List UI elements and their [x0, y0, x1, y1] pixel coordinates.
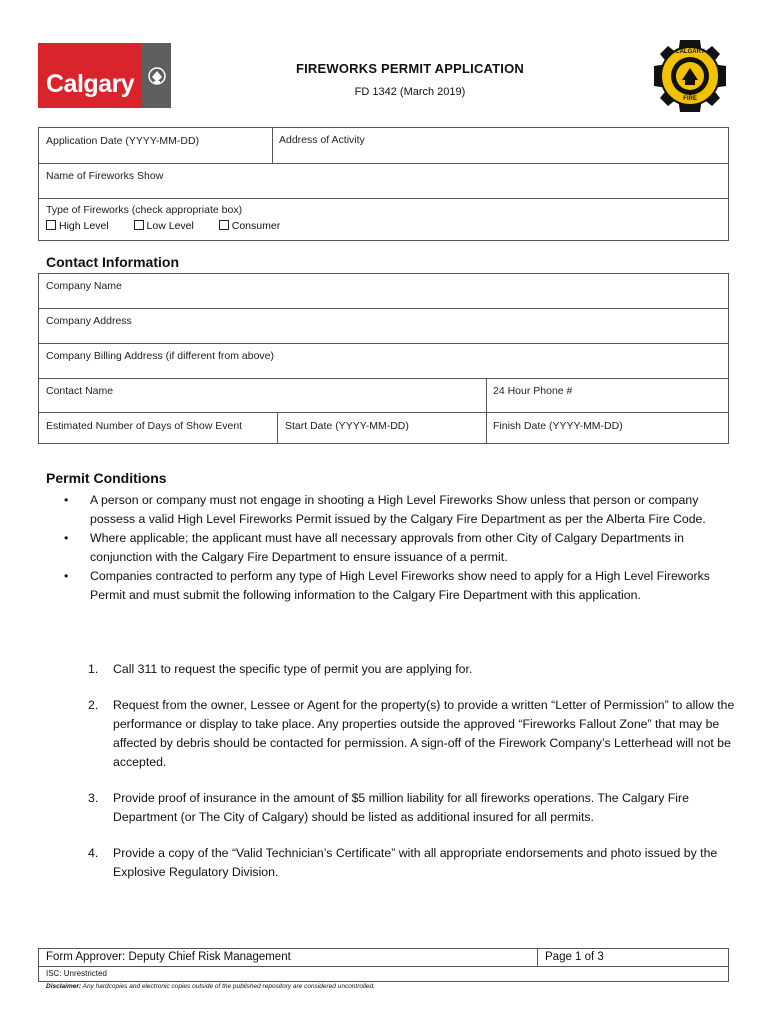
consumer-option[interactable]: [219, 220, 280, 232]
city-crest-icon: [142, 43, 171, 108]
classification-label: ISC: Unrestricted: [46, 969, 107, 978]
step-item: [88, 844, 738, 882]
consumer-checkbox[interactable]: [219, 220, 229, 230]
condition-text: Companies contracted to perform any type of High Level Fireworks show need to apply for a High Level Fireworks Permit and must submit the following information to the Calgary Fire Department with this application.: [90, 569, 710, 602]
billing-address-field[interactable]: Company Billing Address (if different from above): [46, 350, 274, 362]
address-of-activity-field[interactable]: Address of Activity: [279, 134, 365, 146]
step-text: Request from the owner, Lessee or Agent for the property(s) to provide a written “Letter of Permission” to allow the performance or display to take place. Any properties outside the approved “Fireworks Fallout Zone” that may be affected by debris should be contacted for permission. A sign-off of the Firework Company’s Letterhead will not be accepted.: [113, 698, 735, 769]
form-number: FD 1342 (March 2019): [354, 86, 466, 98]
submission-steps: [88, 660, 738, 899]
phone-field[interactable]: 24 Hour Phone #: [493, 385, 573, 397]
contact-name-field[interactable]: Contact Name: [46, 385, 114, 397]
form-title: FIREWORKS PERMIT APPLICATION: [295, 61, 525, 76]
page-number: Page 1 of 3: [545, 951, 604, 963]
company-name-field[interactable]: Company Name: [46, 280, 122, 292]
bullet-icon: •: [64, 493, 69, 507]
step-item: [88, 660, 738, 679]
application-date-field[interactable]: Application Date (YYYY-MM-DD): [46, 135, 200, 147]
divider: [38, 198, 729, 199]
finish-date-field[interactable]: Finish Date (YYYY-MM-DD): [493, 420, 623, 432]
condition-item: [62, 491, 742, 529]
step-number: 1.: [88, 662, 99, 676]
divider: [277, 412, 278, 444]
divider: [38, 308, 729, 309]
step-text: Call 311 to request the specific type of permit you are applying for.: [113, 662, 473, 676]
calgary-logo-text: Calgary: [46, 70, 135, 98]
step-text: Provide proof of insurance in the amount of $5 million liability for all fireworks operations. The Calgary Fire Department (or The City of Calgary) should be listed as additional insured for all permits.: [113, 791, 689, 824]
step-number: 2.: [88, 698, 99, 712]
step-text: Provide a copy of the “Valid Technician’s Certificate” with all appropriate endorsements and photo issued by the Explosive Regulatory Division.: [113, 846, 718, 879]
divider: [272, 127, 273, 164]
start-date-field[interactable]: Start Date (YYYY-MM-DD): [285, 420, 409, 432]
fireworks-type-label: Type of Fireworks (check appropriate box): [46, 204, 243, 216]
low-level-label: Low Level: [146, 220, 194, 232]
conditions-list: [62, 491, 742, 605]
high-level-option[interactable]: [46, 220, 109, 232]
disclaimer-text: Any hardcopies and electronic copies outside of the published repository are considered uncontrolled.: [81, 983, 375, 990]
calgary-fire-badge-icon: [652, 38, 728, 114]
low-level-checkbox[interactable]: [134, 220, 144, 230]
badge-bottom-text: FIRE: [683, 96, 697, 102]
fireworks-type-options: [46, 220, 302, 232]
high-level-checkbox[interactable]: [46, 220, 56, 230]
permit-conditions-heading: Permit Conditions: [46, 470, 167, 486]
low-level-option[interactable]: [134, 220, 194, 232]
name-of-show-field[interactable]: Name of Fireworks Show: [46, 170, 164, 182]
disclaimer-label: Disclaimer:: [46, 983, 82, 990]
form-approver: Form Approver: Deputy Chief Risk Management: [46, 951, 291, 963]
step-number: 4.: [88, 846, 99, 860]
divider: [38, 966, 729, 967]
divider: [38, 343, 729, 344]
divider: [38, 378, 729, 379]
disclaimer: [46, 983, 375, 990]
company-address-field[interactable]: Company Address: [46, 315, 132, 327]
step-item: [88, 789, 738, 827]
divider: [537, 948, 538, 967]
condition-text: A person or company must not engage in shooting a High Level Fireworks Show unless that person or company possess a valid High Level Fireworks Permit issued by the Calgary Fire Department as per the Alberta Fire Code.: [90, 493, 706, 526]
bullet-icon: •: [64, 531, 69, 545]
divider: [486, 378, 487, 444]
high-level-label: High Level: [59, 220, 109, 232]
show-days-field[interactable]: Estimated Number of Days of Show Event: [46, 420, 243, 432]
condition-text: Where applicable; the applicant must have all necessary approvals from other City of Calgary Departments in conjunction with the Calgary Fire Department to ensure issuance of a permit.: [90, 531, 684, 564]
bullet-icon: •: [64, 569, 69, 583]
condition-item: [62, 529, 742, 567]
step-item: [88, 696, 738, 772]
divider: [38, 412, 729, 413]
consumer-label: Consumer: [231, 220, 281, 232]
contact-information-heading: Contact Information: [46, 254, 179, 270]
step-number: 3.: [88, 791, 99, 805]
condition-item: [62, 567, 742, 605]
badge-top-text: CALGARY: [675, 49, 705, 55]
divider: [38, 163, 729, 164]
